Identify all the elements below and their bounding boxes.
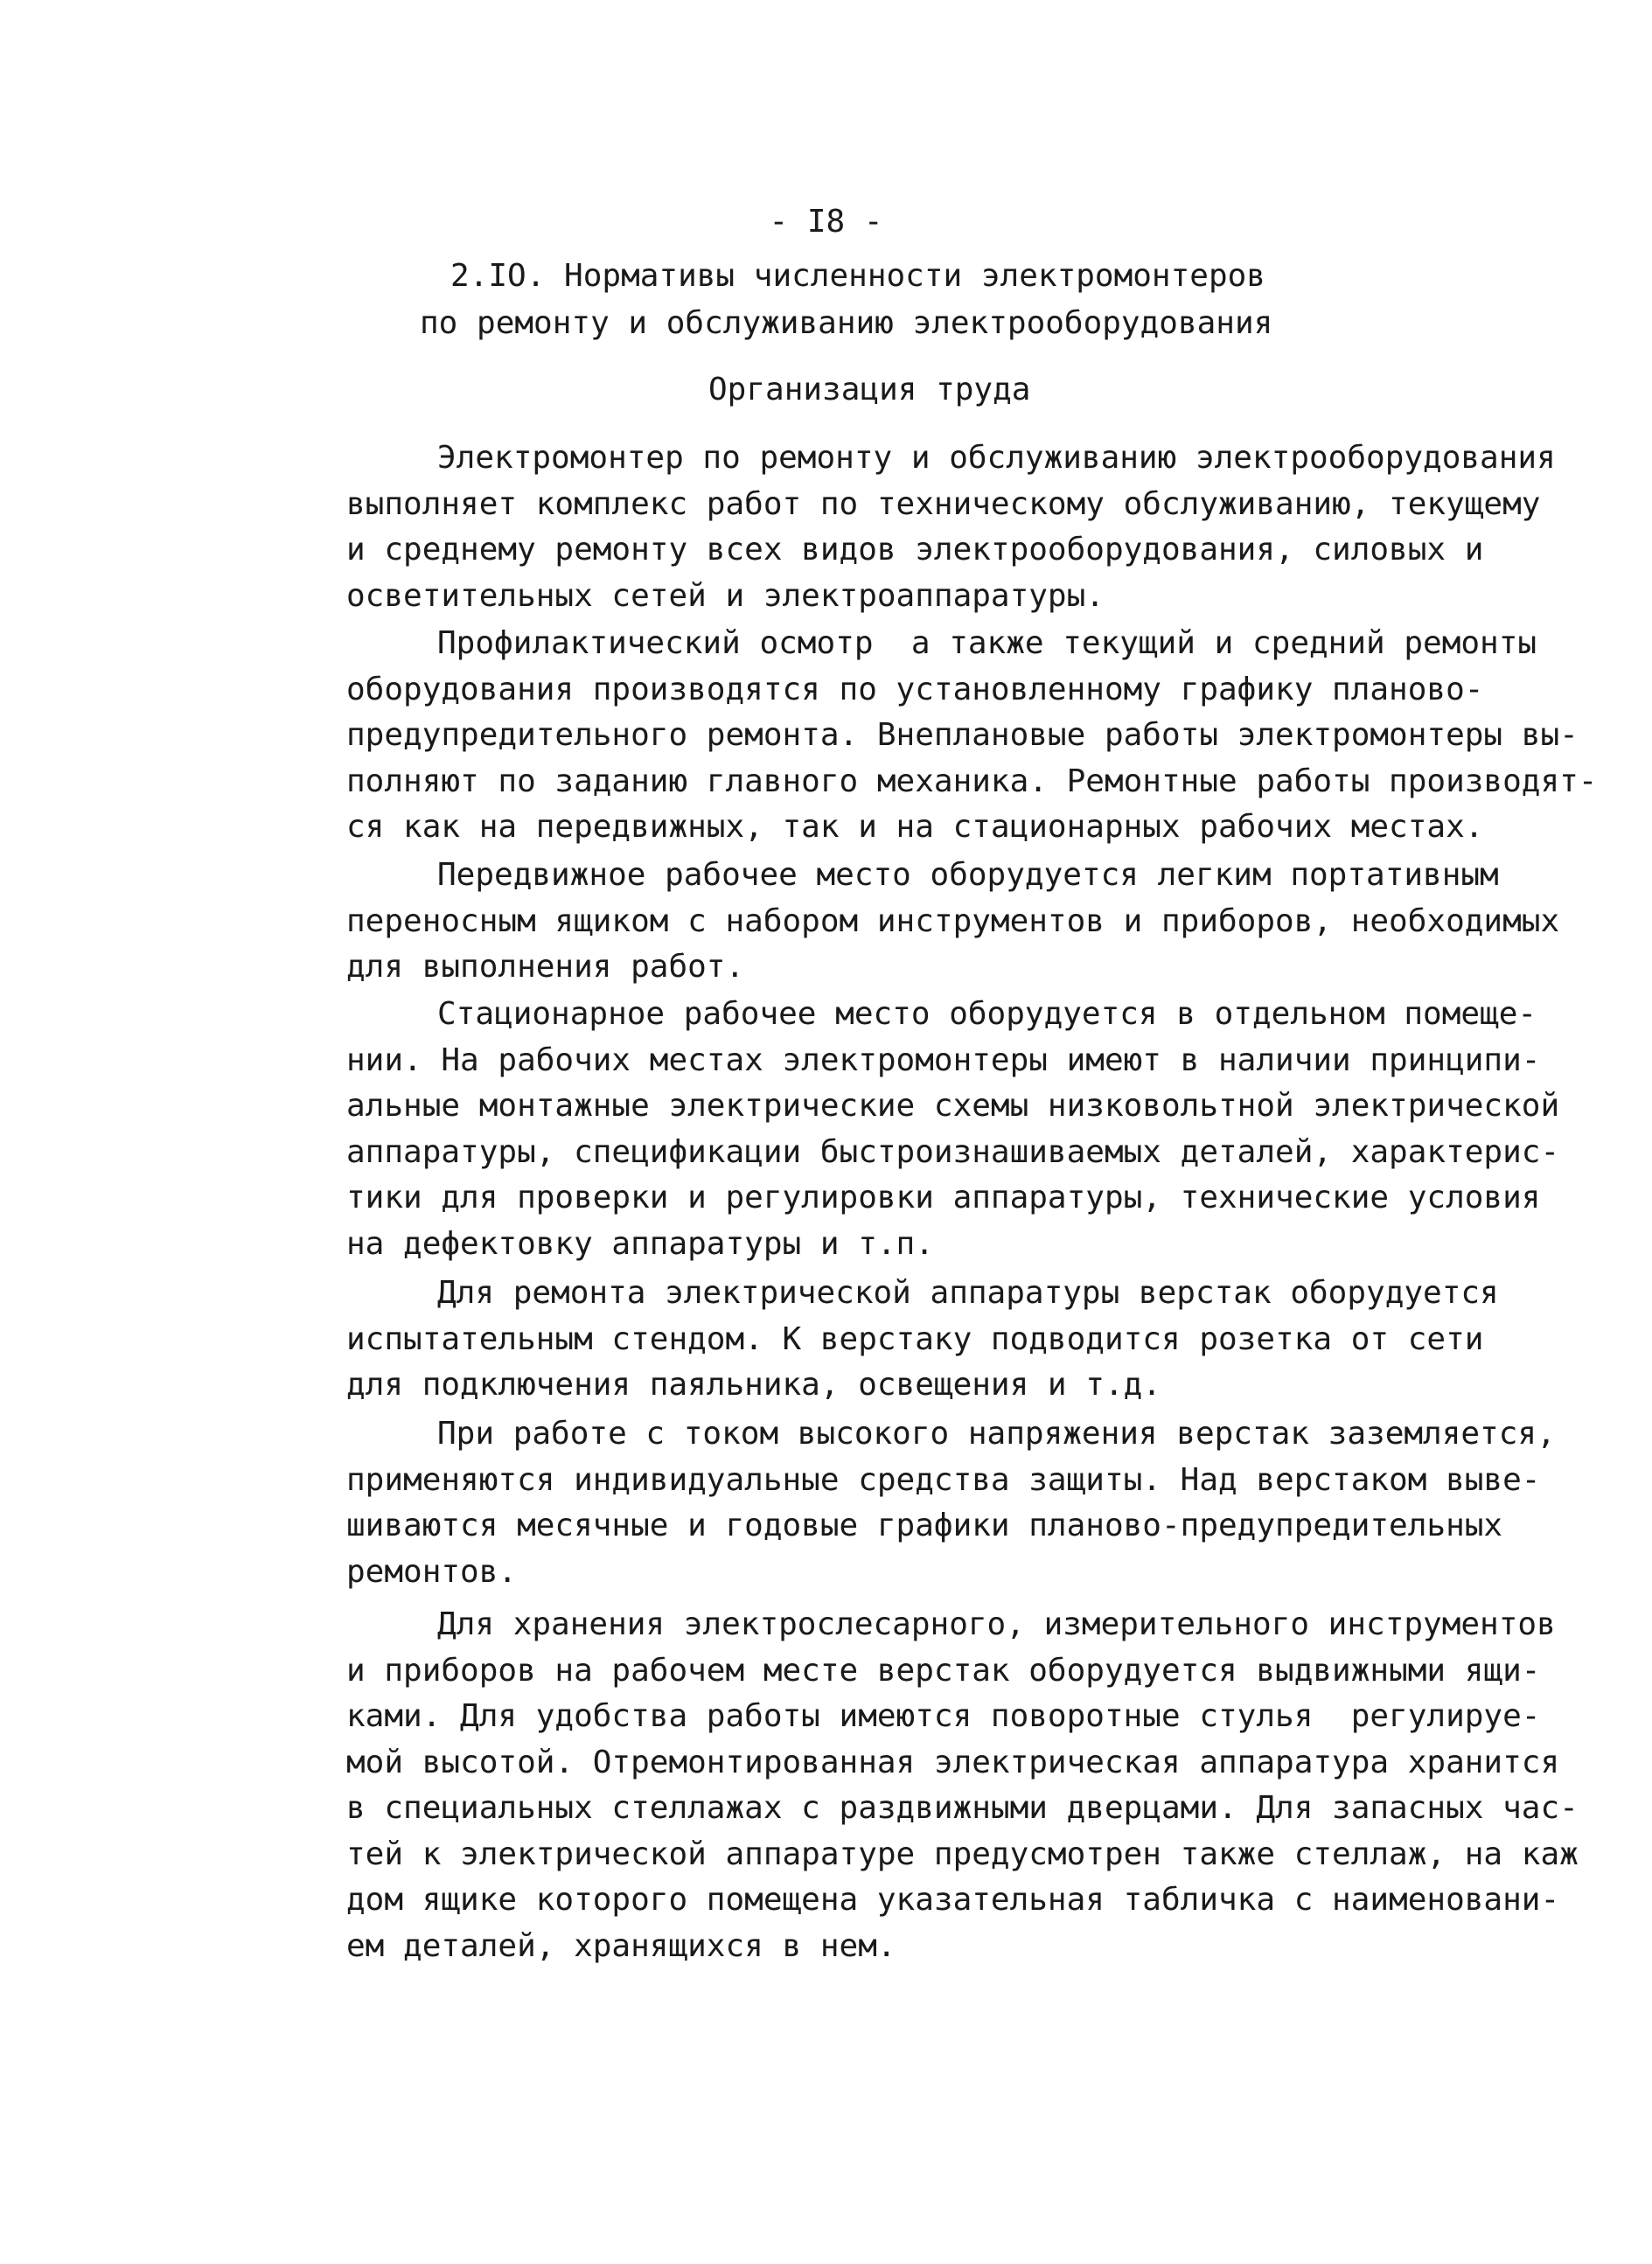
page-number: - I8 - <box>769 204 883 240</box>
paragraph-line: переносным ящиком с набором инструментов и приборов, необходимых <box>346 902 1560 939</box>
paragraph-line: в специальных стеллажах с раздвижными дверцами. Для запасных час- <box>346 1790 1579 1826</box>
paragraph-line: нии. На рабочих местах электромонтеры имеют в наличии принципи- <box>346 1041 1541 1078</box>
paragraph-line: полняют по заданию главного механика. Ремонтные работы производят- <box>346 763 1598 799</box>
section-heading-line-1: 2.IO. Нормативы численности электромонтеров <box>450 258 1265 294</box>
paragraph-line: аппаратуры, спецификации быстроизнашиваемых деталей, характерис- <box>346 1133 1560 1170</box>
paragraph-line: оборудования производятся по установленному графику планово- <box>346 671 1484 707</box>
paragraph-line: тики для проверки и регулировки аппаратуры, технические условия <box>346 1180 1541 1216</box>
paragraph-line: Профилактический осмотр а также текущий и средний ремонты <box>437 625 1537 661</box>
paragraph-line: для подключения паяльника, освещения и т.д. <box>346 1367 1161 1403</box>
paragraph-line: выполняет комплекс работ по техническому обслуживанию, текущему <box>346 485 1541 522</box>
paragraph-line: ремонтов. <box>346 1553 518 1590</box>
paragraph-line: ем деталей, хранящихся в нем. <box>346 1927 896 1964</box>
paragraph-line: осветительных сетей и электроаппаратуры. <box>346 577 1105 614</box>
paragraph-line: альные монтажные электрические схемы низковольтной электрической <box>346 1088 1560 1124</box>
paragraph-line: тей к электрической аппаратуре предусмотрен также стеллаж, на каж <box>346 1836 1579 1872</box>
paragraph-line: Стационарное рабочее место оборудуется в отдельном помеще- <box>437 996 1537 1032</box>
section-heading-line-2: по ремонту и обслуживанию электрооборудования <box>420 305 1273 341</box>
subsection-heading: Организация труда <box>708 372 1031 408</box>
paragraph-line: ками. Для удобства работы имеются поворотные стулья регулируе- <box>346 1698 1541 1734</box>
paragraph-line: мой высотой. Отремонтированная электрическая аппаратура хранится <box>346 1744 1560 1780</box>
paragraph-line: на дефектовку аппаратуры и т.п. <box>346 1225 934 1262</box>
paragraph-line: Для ремонта электрической аппаратуры верстак оборудуется <box>437 1275 1499 1311</box>
paragraph-line: и среднему ремонту всех видов электрооборудования, силовых и <box>346 532 1484 568</box>
paragraph-line: ся как на передвижных, так и на стационарных рабочих местах. <box>346 809 1484 845</box>
paragraph-line: и приборов на рабочем месте верстак оборудуется выдвижными ящи- <box>346 1652 1541 1689</box>
paragraph-line: испытательным стендом. К верстаку подводится розетка от сети <box>346 1320 1484 1357</box>
paragraph-line: применяются индивидуальные средства защиты. Над верстаком выве- <box>346 1461 1541 1498</box>
paragraph-line: При работе с током высокого напряжения верстак заземляется, <box>437 1416 1556 1452</box>
paragraph-line: шиваются месячные и годовые графики планово-предупредительных <box>346 1508 1503 1543</box>
paragraph-line: Для хранения электрослесарного, измерительного инструментов <box>437 1606 1556 1642</box>
paragraph-line: Электромонтер по ремонту и обслуживанию электрооборудования <box>437 440 1556 476</box>
paragraph-line: предупредительного ремонта. Внеплановые работы электромонтеры вы- <box>346 717 1579 753</box>
paragraph-line: для выполнения работ. <box>346 949 745 985</box>
paragraph-line: дом ящике которого помещена указательная табличка с наименовани- <box>346 1882 1560 1918</box>
paragraph-line: Передвижное рабочее место оборудуется легким портативным <box>437 857 1499 893</box>
